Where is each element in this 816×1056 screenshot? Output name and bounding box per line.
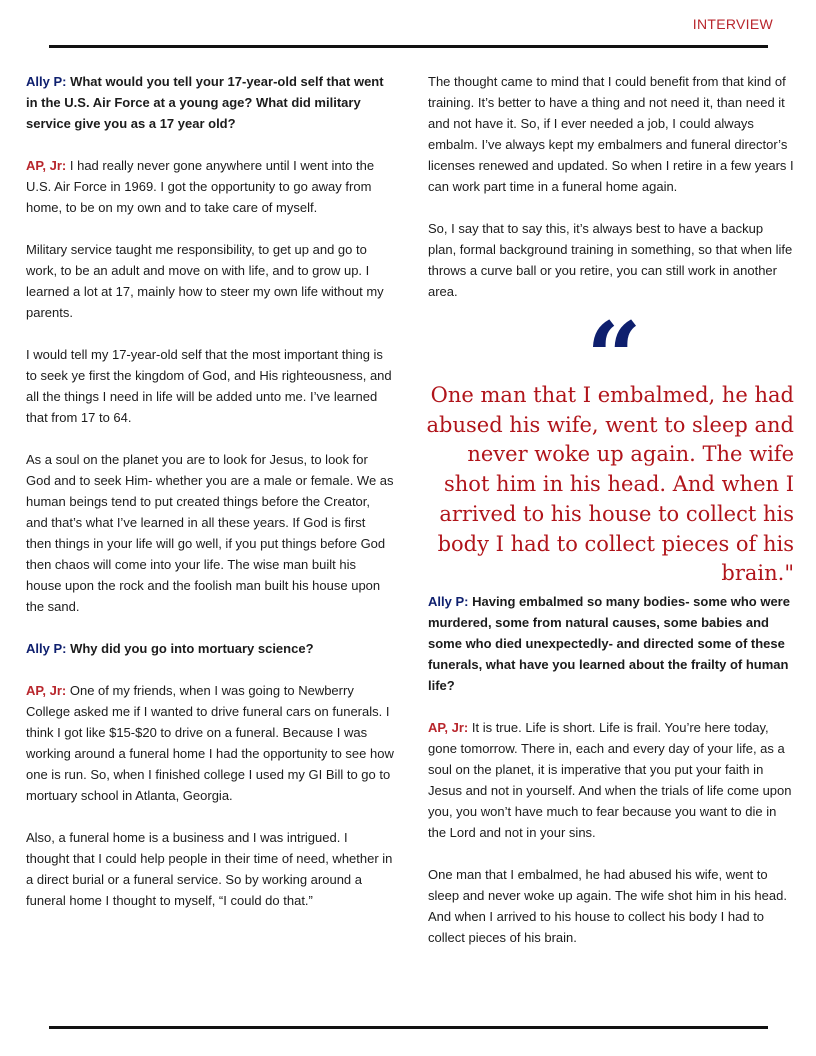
question-text: Having embalmed so many bodies- some who were murdered, some from natural causes, some babies and some who died unexpectedly- and directed some of these funerals, what have you learned about the frailty of human life? [428, 593, 790, 693]
paragraph: Also, a funeral home is a business and I was intrigued. I thought that I could help people in their time of need, whether in a direct burial or a funeral service. So by working around a funeral home I thought to myself, “I could do that.” [26, 830, 393, 908]
paragraph: As a soul on the planet you are to look for Jesus, to look for God and to seek Him- whether you are a male or female. We as human beings tend to put created things before the Creator, and that’s what I’ve learned in all these years. If God is first then things in your life will go well, if you put things before God then chaos will come into your life. The wise man built his house upon the rock and the foolish man built his house upon the sand. [26, 452, 394, 614]
question-military [26, 71, 394, 134]
speaker-ally: Ally P: [26, 74, 67, 89]
left-column [26, 71, 394, 911]
answer-frailty [428, 717, 794, 843]
speaker-ap: AP, Jr: [428, 719, 469, 735]
paragraph: One man that I embalmed, he had abused his wife, went to sleep and never woke up again. The wife shot him in his head. And when I arrived to his house to collect his body I had to collect pieces of his brain. [428, 866, 787, 945]
answer-text: It is true. Life is short. Life is frail. You’re here today, gone tomorrow. There in, each and every day of your life, as a soul on the planet, it is imperative that you put your faith in Jesus and not in yourself. And when the trials of life come upon you, you won’t have much to fear because you want to die in the Lord and not in your sins. [428, 719, 792, 840]
answer-text: One of my friends, when I was going to Newberry College asked me if I wanted to drive funeral cars on funerals. I think I got like $15-$20 to drive on a funeral. Because I was working around a funeral home I had the opportunity to see how one is run. So, when I finished college I used my GI Bill to go to mortuary school in Atlanta, Georgia. [26, 683, 394, 803]
answer-mortuary [26, 680, 394, 806]
question-frailty [428, 591, 794, 696]
question-text: Why did you go into mortuary science? [70, 641, 314, 656]
paragraph: So, I say that to say this, it’s always best to have a backup plan, formal background training in something, so that when life throws a curve ball or you retire, you can still work in another area. [428, 221, 793, 299]
speaker-ally: Ally P: [26, 641, 67, 656]
speaker-ap: AP, Jr: [26, 683, 67, 698]
pull-quote: One man that I embalmed, he had abused his wife, went to sleep and never woke up again. The wife shot him in his head. And when I arrived to his house to collect his body I had to collect pieces of his brain." [426, 383, 794, 586]
top-divider [49, 45, 768, 48]
answer-text: I had really never gone anywhere until I went into the U.S. Air Force in 1969. I got the opportunity to go away from home, to be on my own and to take care of myself. [26, 158, 375, 215]
speaker-ap: AP, Jr: [26, 158, 67, 173]
quote-mark-icon: “ [586, 301, 636, 414]
right-column [428, 71, 794, 948]
question-text: What would you tell your 17-year-old self that went in the U.S. Air Force at a young age? What did military service give you as a 17 year old? [26, 74, 384, 131]
answer-military [26, 155, 394, 218]
paragraph: The thought came to mind that I could benefit from that kind of training. It’s better to have a thing and not need it, than need it and not have it. So, if I ever needed a job, I could always embalm. I’ve always kept my embalmers and funeral director’s licenses renewed and updated. So when I retire in a few years I can work part time in a funeral home again. [428, 74, 794, 194]
question-mortuary [26, 638, 394, 659]
paragraph: I would tell my 17-year-old self that the most important thing is to seek ye first the kingdom of God, and His righteousness, and all the things I need in life will be added unto me. I’ve learned that from 17 to 64. [26, 347, 392, 425]
speaker-ally: Ally P: [428, 593, 469, 609]
paragraph: Military service taught me responsibility, to get up and go to work, to be an adult and move on with life, and to grow up. I learned a lot at 17, mainly how to steer my own life without my parents. [26, 242, 384, 320]
bottom-divider [49, 1026, 768, 1029]
section-label: INTERVIEW [692, 16, 773, 32]
